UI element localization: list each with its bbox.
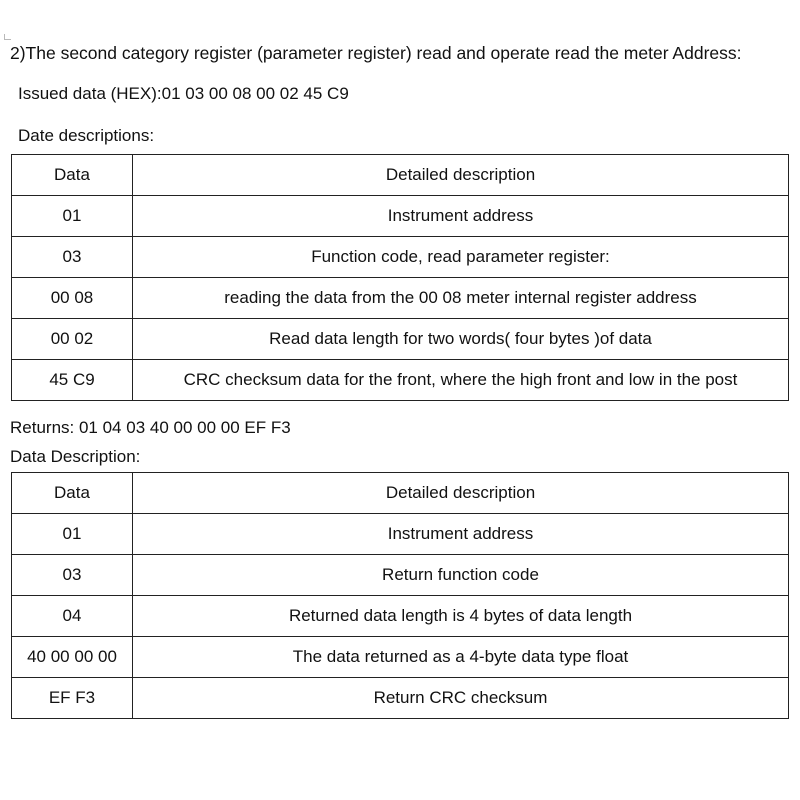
description-cell: reading the data from the 00 08 meter internal register address: [133, 278, 789, 319]
table-row: [12, 319, 789, 360]
paragraph-mark: [4, 34, 11, 40]
table-header-row: [12, 155, 789, 196]
data-cell: 00 08: [12, 278, 133, 319]
description-cell: Instrument address: [133, 514, 789, 555]
description-cell: Instrument address: [133, 196, 789, 237]
table-row: [12, 196, 789, 237]
table-row: [12, 237, 789, 278]
data-cell: 03: [12, 237, 133, 278]
issued-data-line: Issued data (HEX):01 03 00 08 00 02 45 C9: [18, 84, 349, 103]
table-row: [12, 555, 789, 596]
column-header-data: Data: [12, 155, 133, 196]
table-row: [12, 596, 789, 637]
data-cell: 04: [12, 596, 133, 637]
table-header-row: [12, 473, 789, 514]
data-cell: 00 02: [12, 319, 133, 360]
description-cell: Return function code: [133, 555, 789, 596]
data-cell: 01: [12, 514, 133, 555]
issued-data-table: [11, 154, 789, 401]
data-cell: 40 00 00 00: [12, 637, 133, 678]
description-cell: Function code, read parameter register:: [133, 237, 789, 278]
table-row: [12, 514, 789, 555]
section-heading: 2)The second category register (parameter register) read and operate read the meter Address:: [10, 43, 742, 63]
data-description-label: Data Description:: [10, 447, 141, 466]
description-cell: Read data length for two words( four bytes )of data: [133, 319, 789, 360]
column-header-data: Data: [12, 473, 133, 514]
data-cell: 45 C9: [12, 360, 133, 401]
table-row: [12, 278, 789, 319]
description-cell: Return CRC checksum: [133, 678, 789, 719]
table-row: [12, 678, 789, 719]
date-descriptions-label: Date descriptions:: [18, 126, 155, 145]
returns-data-table: [11, 472, 789, 719]
data-cell: EF F3: [12, 678, 133, 719]
table-row: [12, 637, 789, 678]
description-cell: CRC checksum data for the front, where the high front and low in the post: [133, 360, 789, 401]
table-row: [12, 360, 789, 401]
data-cell: 01: [12, 196, 133, 237]
description-cell: The data returned as a 4-byte data type float: [133, 637, 789, 678]
column-header-description: Detailed description: [133, 155, 789, 196]
description-cell: Returned data length is 4 bytes of data length: [133, 596, 789, 637]
data-cell: 03: [12, 555, 133, 596]
returns-line: Returns: 01 04 03 40 00 00 00 EF F3: [10, 418, 291, 437]
column-header-description: Detailed description: [133, 473, 789, 514]
